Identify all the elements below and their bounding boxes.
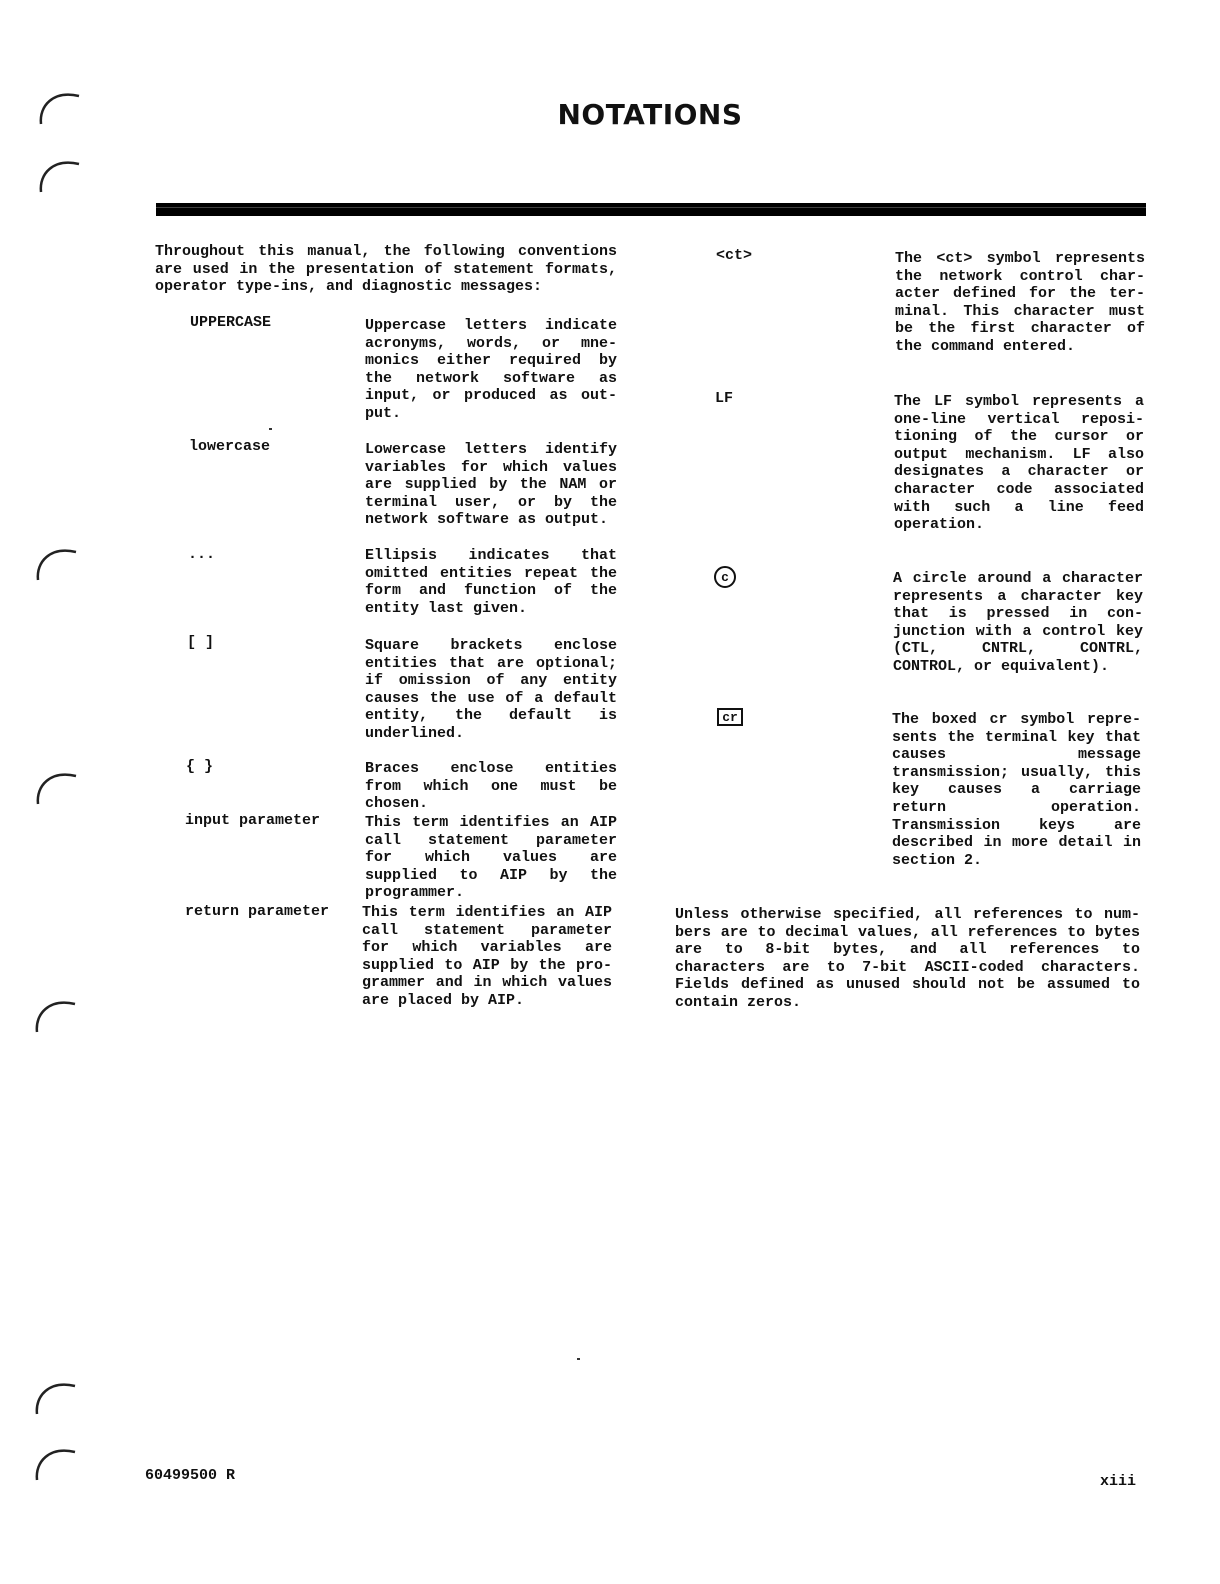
term-square-brackets: [ ] <box>187 634 215 651</box>
term-lf: LF <box>715 390 734 407</box>
desc-lf: The LF symbol represents a one-line vertical reposi-tioning of the cursor or output mechanism. LF also designates a character or character code associated with such a line feed operation. <box>894 393 1144 534</box>
desc-return-parameter: This term identifies an AIP call statement parameter for which variables are supplied to AIP by the pro-grammer and in which values are placed by AIP. <box>362 904 612 1009</box>
desc-uppercase: Uppercase letters indicate acronyms, words, or mne-monics either required by the network software as input, or produced as out-put. <box>365 317 617 422</box>
boxed-cr-symbol <box>717 708 743 726</box>
circled-c-symbol <box>714 566 736 588</box>
page-number: xiii <box>1100 1473 1137 1490</box>
desc-ellipsis: Ellipsis indicates that omitted entities repeat the form and function of the entity last given. <box>365 547 617 617</box>
binder-hole-mark-icon <box>32 764 84 814</box>
document-number: 60499500 R <box>145 1467 236 1484</box>
scan-speck <box>269 428 272 430</box>
term-lowercase: lowercase <box>189 438 271 455</box>
term-ct: <ct> <box>716 247 753 264</box>
closing-paragraph: Unless otherwise specified, all references to num-bers are to decimal values, all references to bytes are to 8-bit bytes, and all references to characters are to 7-bit ASCII-coded characters. Fields defined as unused should not be assumed to contain zeros. <box>675 906 1140 1011</box>
intro-paragraph: Throughout this manual, the following conventions are used in the presentation of statement formats, operator type-ins, and diagnostic messages: <box>155 243 617 296</box>
page-title: NOTATIONS <box>557 98 743 131</box>
desc-square-brackets: Square brackets enclose entities that are optional; if omission of any entity causes the use of a default entity, the default is underlined. <box>365 637 617 742</box>
desc-circled-character: A circle around a character represents a character key that is pressed in con-junction with a control key (CTL, CNTRL, CONTRL, CONTROL, or equivalent). <box>893 570 1143 675</box>
binder-hole-mark-icon <box>31 992 83 1042</box>
term-input-parameter: input parameter <box>185 812 321 829</box>
desc-braces: Braces enclose entities from which one must be chosen. <box>365 760 617 813</box>
desc-input-parameter: This term identifies an AIP call statement parameter for which values are supplied to AIP by the programmer. <box>365 814 617 902</box>
term-ellipsis: ... <box>188 546 216 563</box>
desc-lowercase: Lowercase letters identify variables for which values are supplied by the NAM or terminal user, or by the network software as output. <box>365 441 617 529</box>
binder-hole-mark-icon <box>31 1440 83 1490</box>
term-braces: { } <box>186 758 214 775</box>
boxed-cr-letters: cr <box>722 709 738 725</box>
binder-hole-mark-icon <box>35 152 87 202</box>
desc-boxed-cr: The boxed cr symbol repre-sents the terminal key that causes message transmission; usually, this key causes a carriage return operation. Transmission keys are described in more detail in section 2. <box>892 711 1141 869</box>
desc-ct: The <ct> symbol represents the network control char-acter defined for the ter-minal. This character must be the first character of the command entered. <box>895 250 1145 355</box>
binder-hole-mark-icon <box>32 540 84 590</box>
term-uppercase: UPPERCASE <box>190 314 272 331</box>
binder-hole-mark-icon <box>31 1374 83 1424</box>
scan-speck <box>577 1358 580 1360</box>
term-return-parameter: return parameter <box>185 903 330 920</box>
title-rule <box>156 203 1146 216</box>
circled-c-letter: c <box>721 569 729 585</box>
binder-hole-mark-icon <box>35 84 87 134</box>
